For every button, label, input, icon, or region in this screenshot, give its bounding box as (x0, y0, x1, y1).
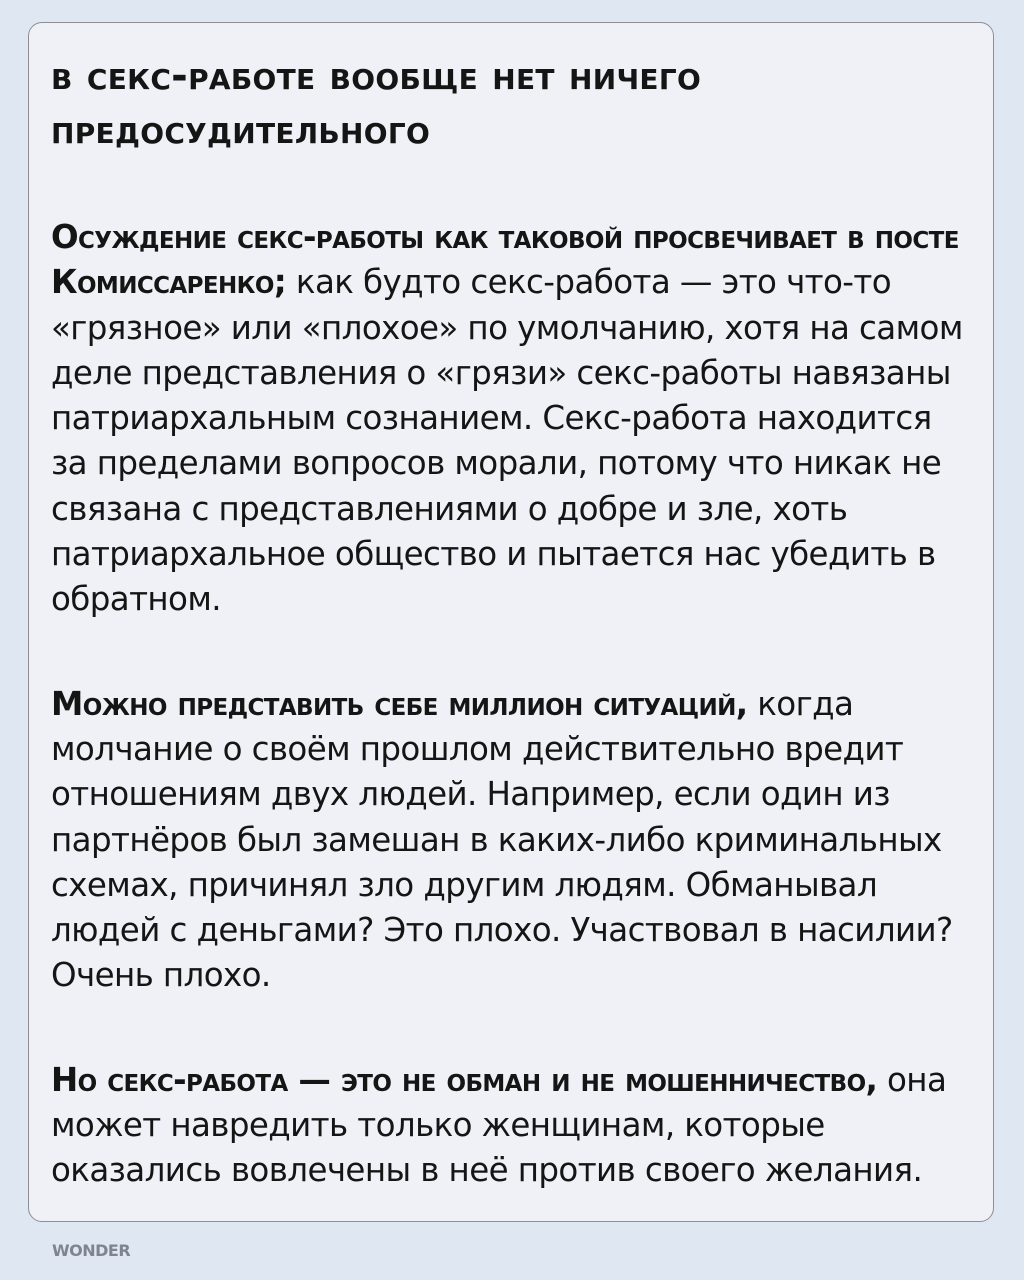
paragraph-3 (51, 1058, 971, 1194)
paragraph-3-lead: Но секс-работа — это не обман и не мошенничество, (51, 1060, 878, 1099)
paragraph-2-lead: Можно представить себе миллион ситуаций, (51, 684, 748, 723)
paragraph-1-lead: Осуждение секс-работы как таковой просвечивает в посте Комиссаренко; (51, 218, 959, 302)
paragraph-2-body: когда молчание о своём прошлом действительно вредит отношениям двух людей. Например, если один из партнёров был замешан в каких-либо криминальных схемах, причинял зло другим людям. Обманывал людей с деньгами? Это плохо. Участвовал в насилии? Очень плохо. (51, 684, 953, 995)
paragraph-2 (51, 682, 971, 999)
paragraph-1-body: как будто секс-работа — это что-то «грязное» или «плохое» по умолчанию, хотя на самом деле представления о «грязи» секс-работы навязаны патриархальным сознанием. Секс-работа находится за пределами вопросов морали, потому что никак не связана с представлениями о добре и зле, хоть патриархальное общество и пытается нас убедить в обратном. (51, 263, 963, 619)
wonder-logo: WONDER (52, 1241, 131, 1260)
paragraph-1 (51, 215, 971, 623)
headline: в секс-работе вообще нет ничего предосудительного (51, 53, 702, 153)
paragraph-3-body: она может навредить только женщинам, которые оказались вовлечены в неё против своего желания. (51, 1060, 947, 1190)
text-card (28, 22, 994, 1222)
